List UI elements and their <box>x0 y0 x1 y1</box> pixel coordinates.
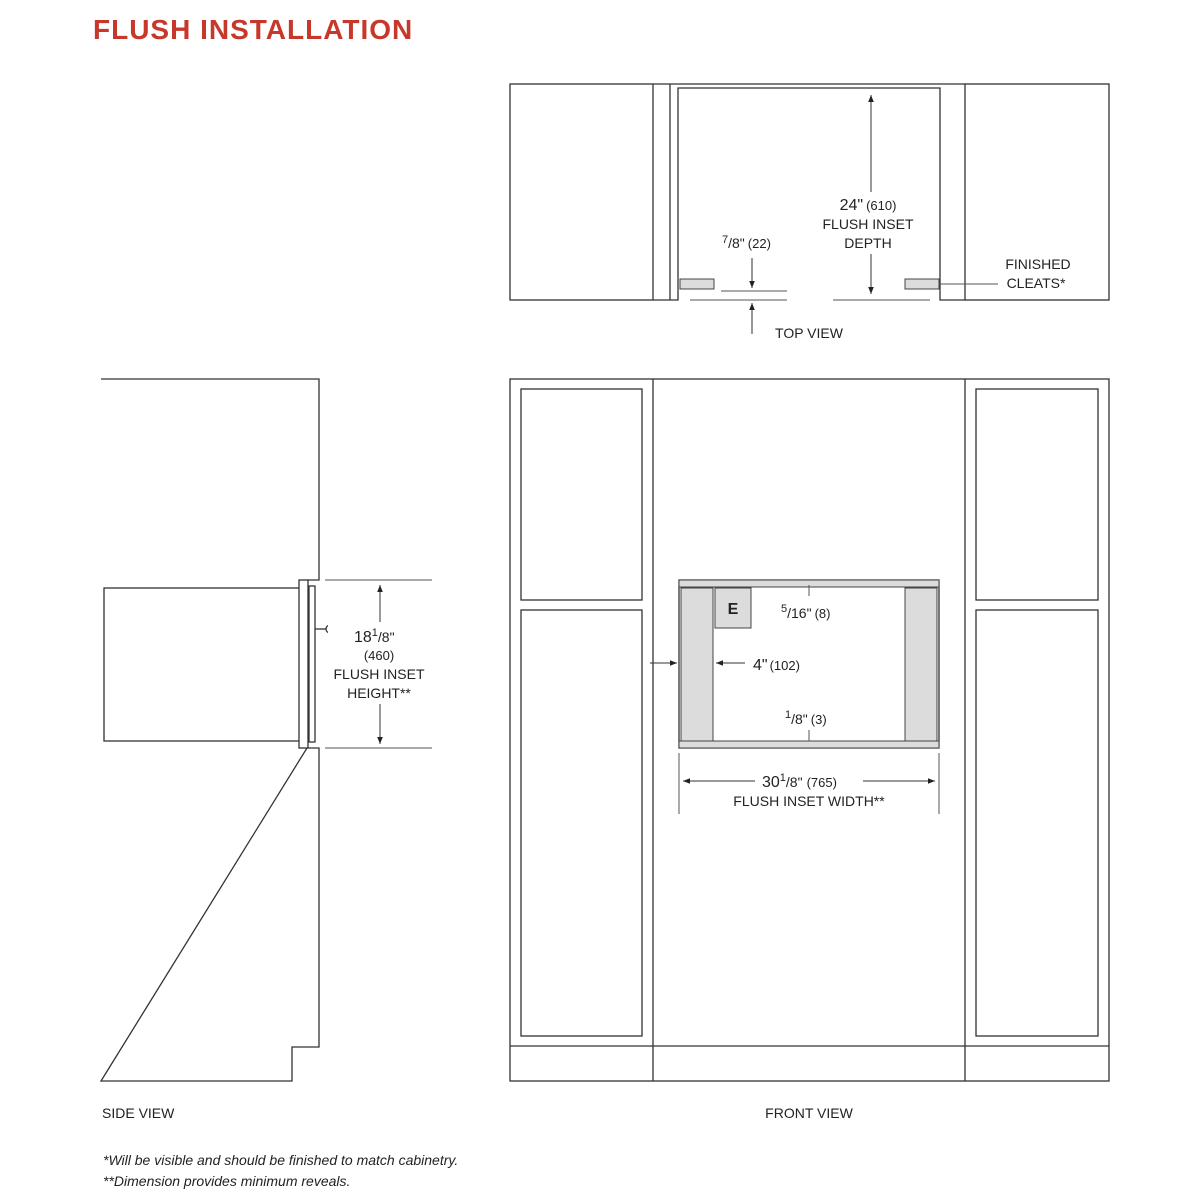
front-view <box>510 379 1109 1121</box>
page-title: FLUSH INSTALLATION <box>93 14 414 45</box>
depth-value: 24" (610) <box>839 197 897 214</box>
top-view-cabinet-left <box>510 84 653 300</box>
side-view <box>101 379 432 1121</box>
height-label-line1: FLUSH INSET <box>333 666 425 682</box>
left-upper-door-panel <box>521 389 642 600</box>
height-label-line2: HEIGHT** <box>347 685 411 701</box>
right-lower-door-panel <box>976 610 1098 1036</box>
side-view-door-panel <box>299 580 308 748</box>
side-view-label: SIDE VIEW <box>102 1105 175 1121</box>
left-lower-door-panel <box>521 610 642 1036</box>
depth-label-line2: DEPTH <box>844 235 892 251</box>
cleats-label-line1: FINISHED <box>1005 256 1071 272</box>
inset-left-side-panel <box>681 588 713 741</box>
right-finished-cleat <box>905 279 939 289</box>
height-metric: (460) <box>363 648 395 663</box>
right-upper-door-panel <box>976 389 1098 600</box>
bottom-reveal-value: $^1$/8" (3) <box>785 709 827 727</box>
width-label: FLUSH INSET WIDTH** <box>733 793 885 809</box>
height-value: $18^1/8$" <box>354 627 395 646</box>
side-width-value: 4" (102) <box>753 657 800 674</box>
top-view-label: TOP VIEW <box>775 325 843 341</box>
top-reveal-value: $^5$/16" (8) <box>781 603 831 621</box>
width-value: $30^1/8$" (765) <box>762 772 837 791</box>
footnote-minimum-reveals: **Dimension provides minimum reveals. <box>103 1173 351 1189</box>
depth-label-line1: FLUSH INSET <box>822 216 914 232</box>
left-finished-cleat <box>680 279 714 289</box>
footnote-finished-cleats: *Will be visible and should be finished to match cabinetry. <box>103 1152 459 1168</box>
front-view-label: FRONT VIEW <box>765 1105 853 1121</box>
inset-bottom-rail <box>679 741 939 748</box>
inset-right-side-panel <box>905 588 937 741</box>
side-view-handle-bar <box>309 586 315 742</box>
reveal-top-view-value: $^7$/8" (22) <box>722 234 771 251</box>
side-view-appliance <box>104 588 301 741</box>
cleats-label-line2: CLEATS* <box>1006 275 1066 291</box>
top-view <box>510 84 1109 341</box>
marker-e: E <box>727 601 739 618</box>
